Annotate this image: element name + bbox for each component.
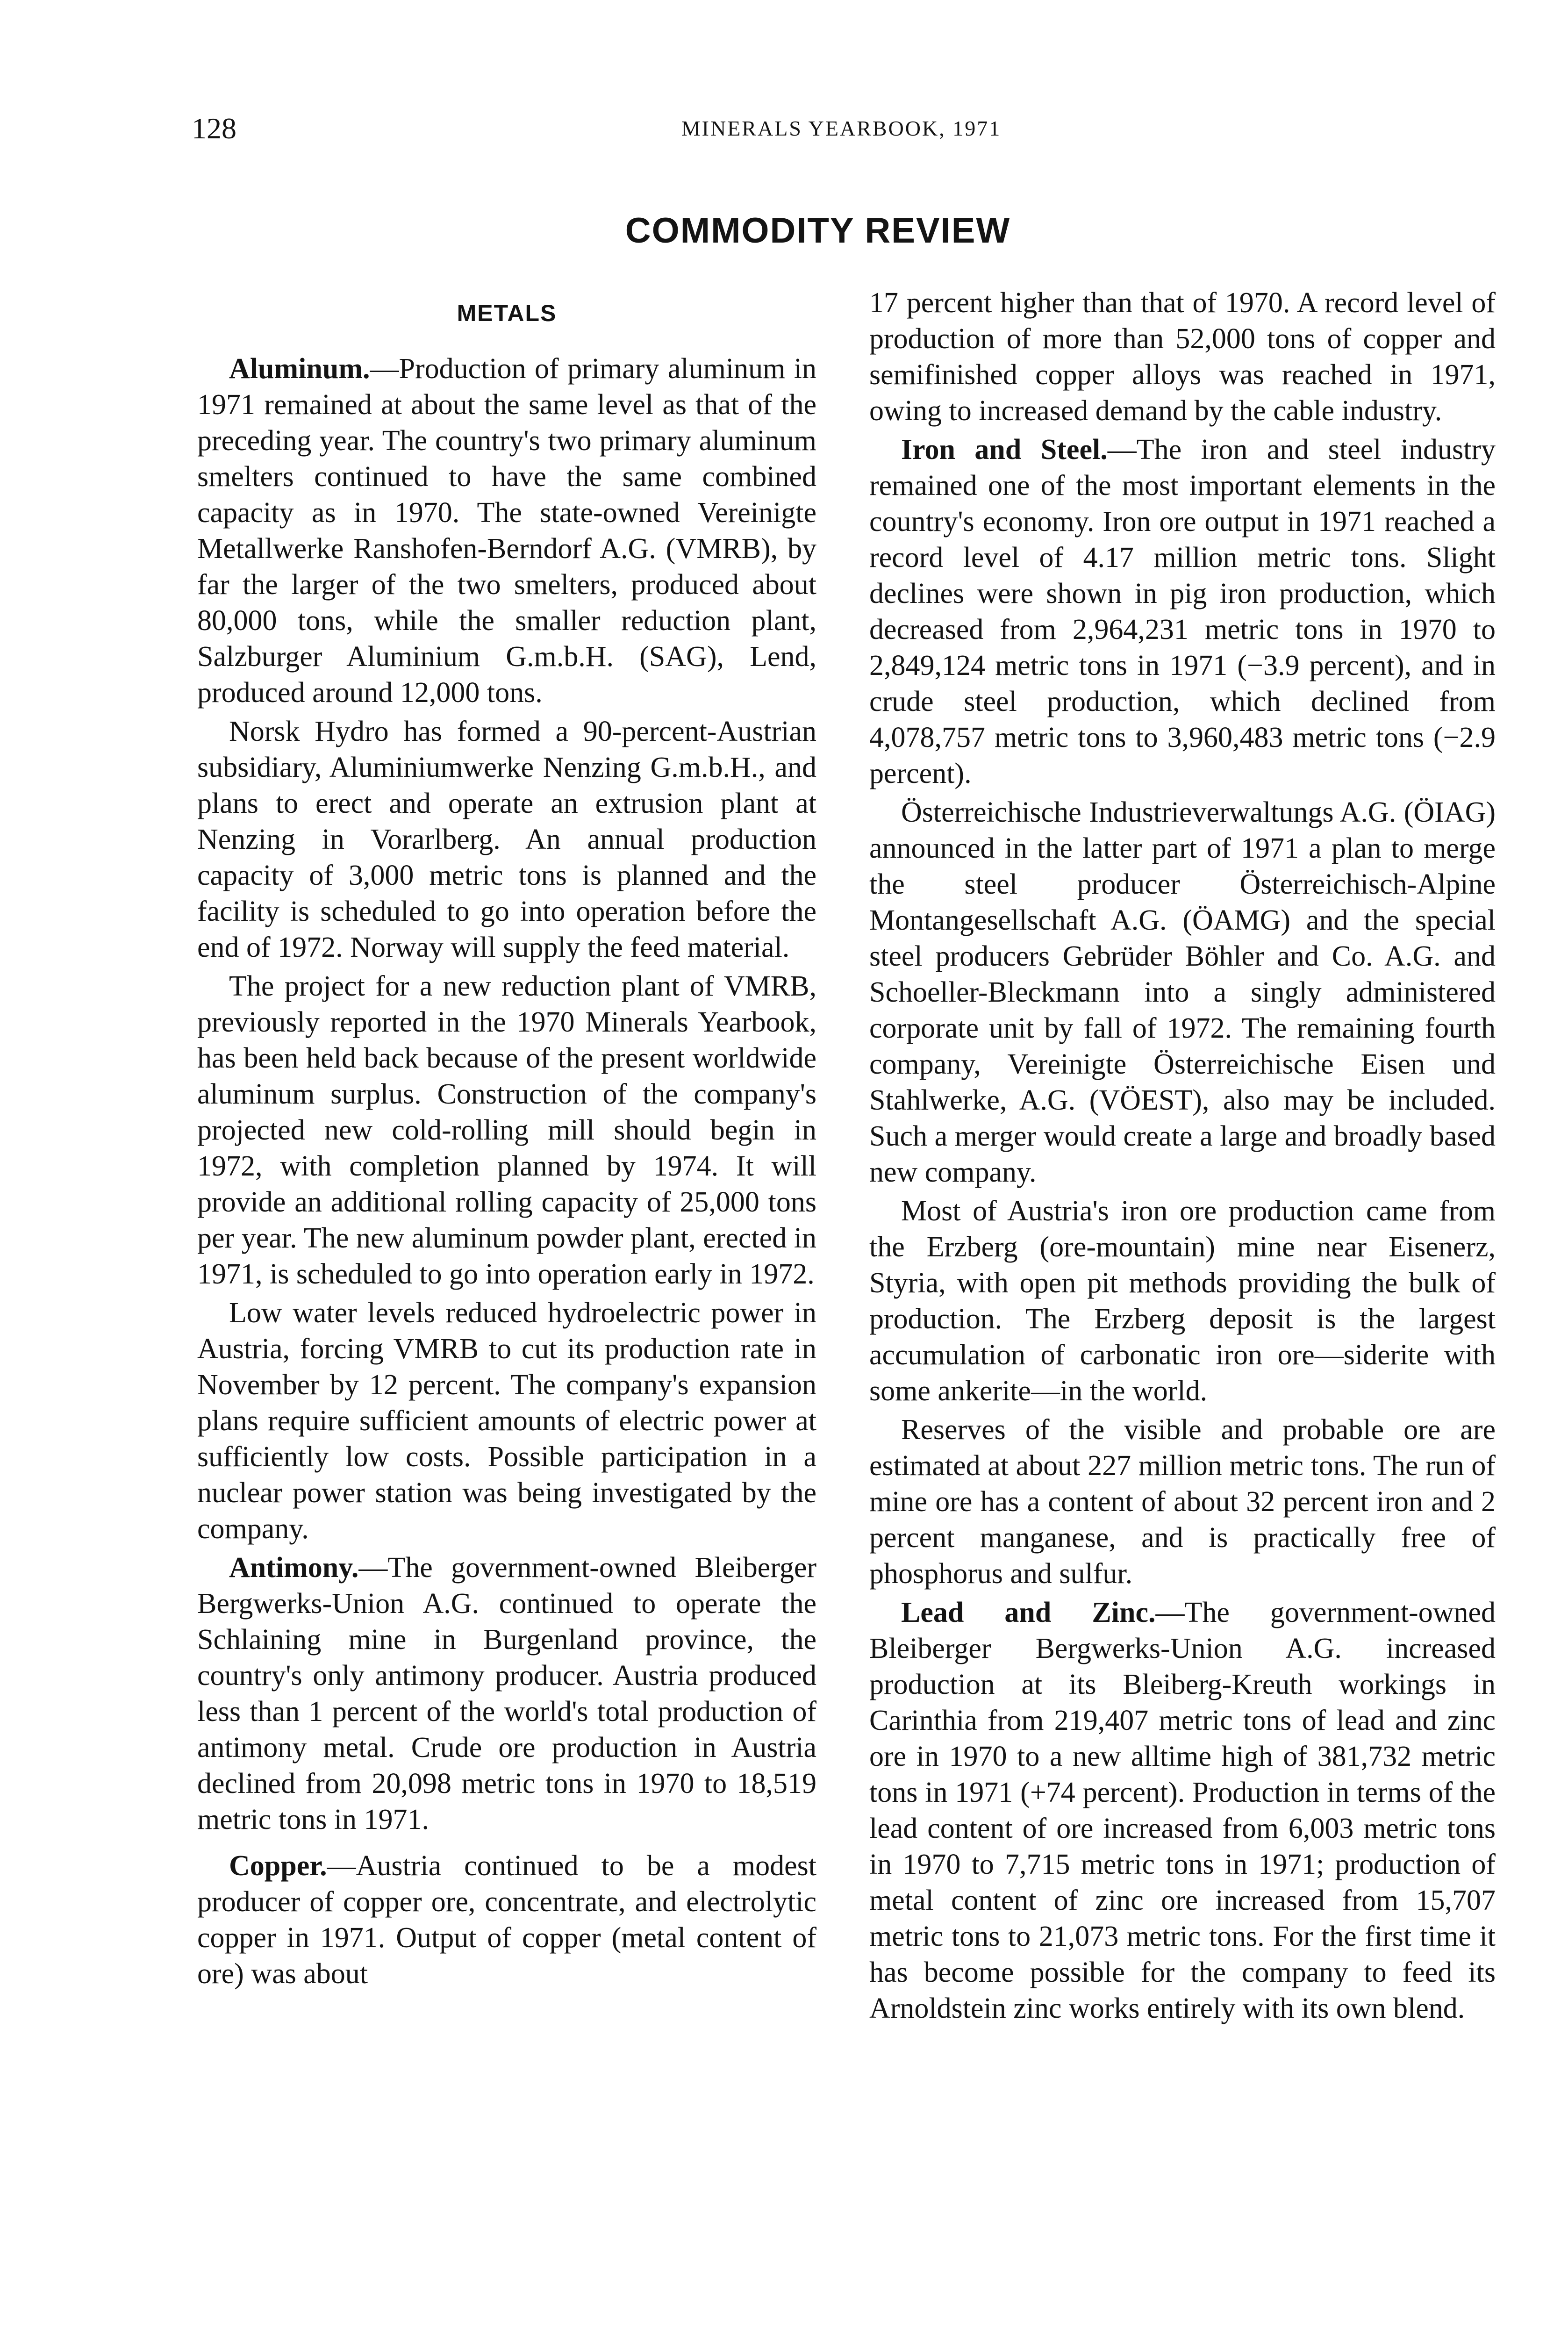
left-column: [197, 285, 816, 1992]
paragraph-oiag-merger: Österreichische Industrieverwaltungs A.G. (ÖIAG) announced in the latter part of 1971 a plan to merge the steel producer Österreichisch-Alpine Montangesellschaft A.G. (ÖAMG) and the special steel producers Gebrüder Böhler and Co. A.G. and Schoeller-Bleckmann into a singly administered corporate unit by fall of 1972. The remaining fourth company, Vereinigte Österreichische Eisen und Stahlwerke, A.G. (VÖEST), also may be included. Such a merger would create a large and broadly based new company.: [869, 796, 1496, 1188]
paragraph-erzberg: Most of Austria's iron ore production came from the Erzberg (ore-mountain) mine near Eisenerz, Styria, with open pit methods providing the bulk of production. The Erzberg deposit is the largest accumulation of carbonatic iron ore—siderite with some ankerite—in the world.: [869, 1195, 1496, 1407]
paragraph-text: —The government-owned Bleiberger Bergwerks-Union A.G. continued to operate the Schlaining mine in Burgenland province, the country's only antimony producer. Austria produced less than 1 percent of the world's total production of antimony metal. Crude ore production in Austria declined from 20,098 metric tons in 1970 to 18,519 metric tons in 1971.: [197, 1552, 816, 1835]
lead-lead-zinc: Lead and Zinc.: [901, 1597, 1156, 1628]
paragraph-reserves: Reserves of the visible and probable ore are estimated at about 227 million metric tons. The run of mine ore has a content of about 32 percent iron and 2 percent manganese, and is practically free of phosphorus and sulfur.: [869, 1414, 1496, 1590]
lead-antimony: Antimony.: [229, 1552, 359, 1584]
running-title: MINERALS YEARBOOK, 1971: [681, 116, 1002, 140]
paragraph-copper-continued: 17 percent higher than that of 1970. A record level of production of more than 52,000 tons of copper and semifinished copper alloys was reached in 1971, owing to increased demand by the cable industry.: [869, 287, 1496, 427]
paragraph-aluminum: [197, 351, 816, 711]
right-column: [869, 285, 1496, 2027]
paragraph-text: —The iron and steel industry remained one of the most important elements in the country's economy. Iron ore output in 1971 reached a record level of 4.17 million metric tons. Slight declines were shown in pig iron production, which decreased from 2,964,231 metric tons in 1970 to 2,849,124 metric tons in 1971 (−3.9 percent), and in crude steel production, which declined from 4,078,757 metric tons to 3,960,483 metric tons (−2.9 percent).: [869, 434, 1496, 789]
paragraph-copper: [197, 1848, 816, 1992]
paragraph-iron-steel: [869, 432, 1496, 792]
paragraph-norsk-hydro: Norsk Hydro has formed a 90-percent-Austrian subsidiary, Aluminiumwerke Nenzing G.m.b.H., and plans to erect and operate an extrusion plant at Nenzing in Vorarlberg. An annual production capacity of 3,000 metric tons is planned and the facility is scheduled to go into operation before the end of 1972. Norway will supply the feed material.: [197, 716, 816, 963]
paragraph-hydroelectric: Low water levels reduced hydroelectric power in Austria, forcing VMRB to cut its production rate in November by 12 percent. The company's expansion plans require sufficient amounts of electric power at sufficiently low costs. Possible participation in a nuclear power station was being investigated by the company.: [197, 1297, 816, 1545]
paragraph-text: —The government-owned Bleiberger Bergwerks-Union A.G. increased production at its Bleiberg-Kreuth workings in Carinthia from 219,407 metric tons of lead and zinc ore in 1970 to a new alltime high of 381,732 metric tons in 1971 (+74 percent). Production in terms of the lead content of ore increased from 6,003 metric tons in 1970 to 7,715 metric tons in 1971; production of metal content of zinc ore increased from 15,707 metric tons to 21,073 metric tons. For the first time it has become possible for the company to feed its Arnoldstein zinc works entirely with its own blend.: [869, 1597, 1496, 2024]
paragraph-text: —Austria continued to be a modest producer of copper ore, concentrate, and electrolytic copper in 1971. Output of copper (metal content of ore) was about: [197, 1850, 816, 1990]
paragraph-text: —Production of primary aluminum in 1971 remained at about the same level as that of the preceding year. The country's two primary aluminum smelters continued to have the same combined capacity as in 1970. The state-owned Vereinigte Metallwerke Ranshofen-Berndorf A.G. (VMRB), by far the larger of the two smelters, produced about 80,000 tons, while the smaller reduction plant, Salzburger Aluminium G.m.b.H. (SAG), Lend, produced around 12,000 tons.: [197, 353, 816, 709]
lead-copper: Copper.: [229, 1850, 327, 1882]
metals-subheading: METALS: [457, 300, 557, 326]
lead-aluminum: Aluminum.: [229, 353, 370, 385]
paragraph-lead-zinc: [869, 1595, 1496, 2027]
paragraph-antimony: [197, 1550, 816, 1838]
lead-iron-steel: Iron and Steel.: [901, 434, 1108, 466]
section-title: COMMODITY REVIEW: [625, 211, 1011, 251]
page-number: 128: [192, 112, 236, 145]
paragraph-reduction-plant: The project for a new reduction plant of VMRB, previously reported in the 1970 Minerals Yearbook, has been held back because of the present worldwide aluminum surplus. Construction of the company's projected new cold-rolling mill should begin in 1972, with completion planned by 1974. It will provide an additional rolling capacity of 25,000 tons per year. The new aluminum powder plant, erected in 1971, is scheduled to go into operation early in 1972.: [197, 970, 816, 1290]
